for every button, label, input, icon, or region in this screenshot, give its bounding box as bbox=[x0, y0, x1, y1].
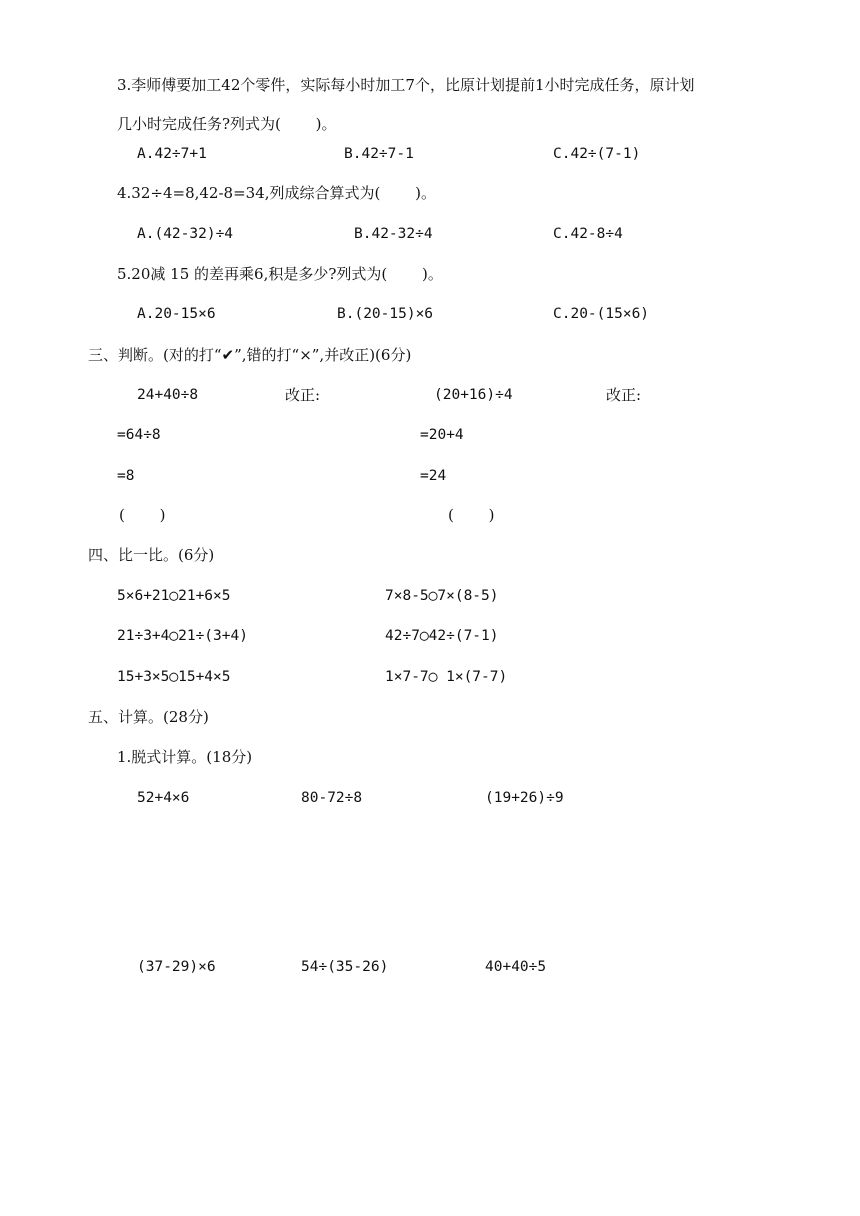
judge-left-correction-label: 改正: bbox=[285, 386, 321, 404]
q4-option-b: B.42-32÷4 bbox=[354, 226, 433, 242]
section5-sub1: 1.脱式计算。(18分) bbox=[117, 748, 253, 766]
compare-item-1: 5×6+21◯21+6×5 bbox=[117, 588, 231, 604]
judge-left-step1: =64÷8 bbox=[117, 427, 161, 443]
compare-item-5: 15+3×5◯15+4×5 bbox=[117, 669, 231, 685]
q3-option-a: A.42÷7+1 bbox=[137, 146, 207, 162]
calc-problem-1: 52+4×6 bbox=[137, 790, 190, 806]
q3-option-c: C.42÷(7-1) bbox=[553, 146, 641, 162]
section4-heading: 四、比一比。(6分) bbox=[88, 546, 215, 564]
calc-problem-2: 80-72÷8 bbox=[301, 790, 363, 806]
q5-stem: 5.20减 15 的差再乘6,积是多少?列式为( )。 bbox=[117, 265, 443, 283]
calc-problem-3: (19+26)÷9 bbox=[485, 790, 564, 806]
judge-right-answer-blank: ( ) bbox=[448, 506, 495, 524]
calc-problem-6: 40+40÷5 bbox=[485, 959, 547, 975]
q4-option-c: C.42-8÷4 bbox=[553, 226, 623, 242]
section5-heading: 五、计算。(28分) bbox=[88, 708, 209, 726]
judge-left-step2: =8 bbox=[117, 468, 135, 484]
judge-right-expression: (20+16)÷4 bbox=[434, 387, 513, 403]
section3-heading: 三、判断。(对的打“✔”,错的打“×”,并改正)(6分) bbox=[88, 346, 412, 364]
q5-option-b: B.(20-15)×6 bbox=[337, 306, 434, 322]
calc-problem-5: 54÷(35-26) bbox=[301, 959, 389, 975]
q3-stem-line2: 几小时完成任务?列式为( )。 bbox=[117, 115, 337, 133]
compare-item-4: 42÷7◯42÷(7-1) bbox=[385, 628, 499, 644]
judge-left-answer-blank: ( ) bbox=[119, 506, 166, 524]
q5-option-c: C.20-(15×6) bbox=[553, 306, 650, 322]
judge-right-step2: =24 bbox=[420, 468, 447, 484]
compare-item-6: 1×7-7◯ 1×(7-7) bbox=[385, 669, 508, 685]
q4-option-a: A.(42-32)÷4 bbox=[137, 226, 234, 242]
judge-right-step1: =20+4 bbox=[420, 427, 464, 443]
q5-option-a: A.20-15×6 bbox=[137, 306, 216, 322]
q4-stem: 4.32÷4=8,42-8=34,列成综合算式为( )。 bbox=[117, 184, 436, 202]
judge-left-expression: 24+40÷8 bbox=[137, 387, 199, 403]
calc-problem-4: (37-29)×6 bbox=[137, 959, 216, 975]
judge-right-correction-label: 改正: bbox=[606, 386, 642, 404]
q3-option-b: B.42÷7-1 bbox=[344, 146, 414, 162]
q3-stem-line1: 3.李师傅要加工42个零件，实际每小时加工7个，比原计划提前1小时完成任务，原计划 bbox=[117, 76, 695, 94]
compare-item-3: 21÷3+4◯21÷(3+4) bbox=[117, 628, 248, 644]
compare-item-2: 7×8-5◯7×(8-5) bbox=[385, 588, 499, 604]
